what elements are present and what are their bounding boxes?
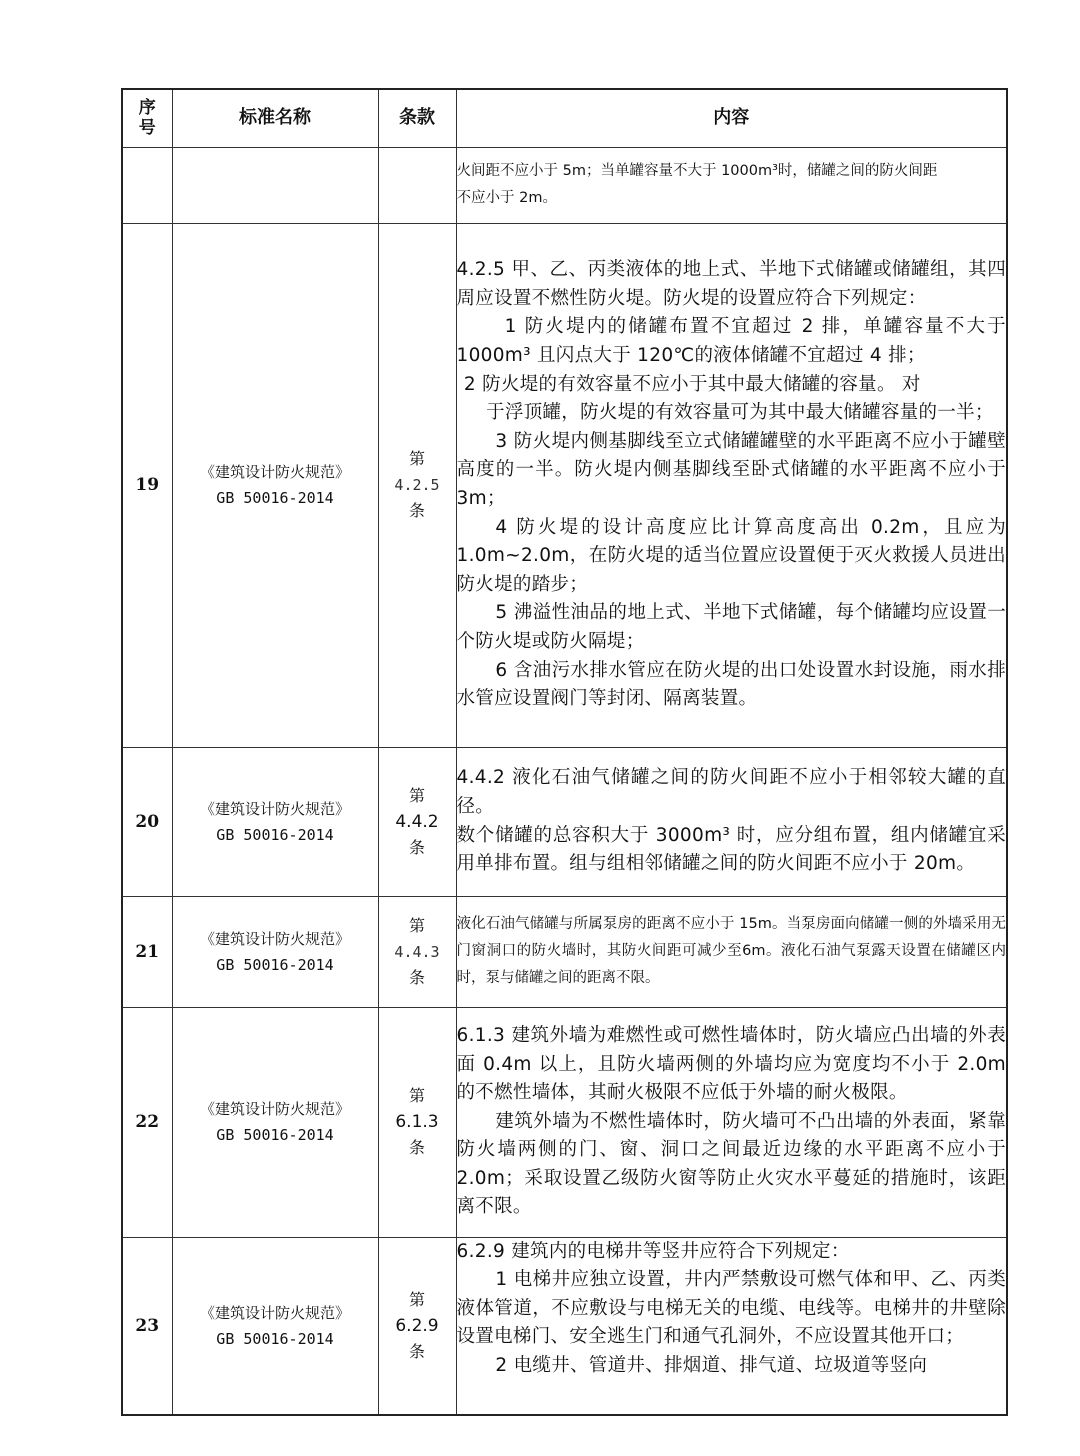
row-number: 20 — [122, 747, 172, 896]
content-paragraph: 4 防火堤的设计高度应比计算高度高出 0.2m，且应为 1.0m~2.0m，在防火堤的适当位置应设置便于灭火救援人员进出防火堤的踏步； — [456, 516, 1006, 595]
clause-suffix: 条 — [408, 1138, 425, 1157]
content-paragraph: 6.2.9 建筑内的电梯井等竖井应符合下列规定： — [456, 1240, 850, 1262]
standard-name-cell — [172, 1237, 378, 1415]
content-paragraph: 2 防火堤的有效容量不应小于其中最大储罐的容量。 对 — [463, 373, 921, 395]
header-name: 标准名称 — [172, 89, 378, 147]
content-paragraph: 4.2.5 甲、乙、丙类液体的地上式、半地下式储罐或储罐组，其四周应设置不燃性防火堤。防火堤的设置应符合下列规定： — [456, 259, 1006, 309]
standard-title: 《建筑设计防火规范》 — [199, 799, 350, 818]
standard-name-cell — [172, 1007, 378, 1237]
table-row — [122, 223, 1007, 747]
standard-title: 《建筑设计防火规范》 — [199, 929, 350, 948]
content-paragraph: 建筑外墙为不燃性墙体时，防火墙可不凸出墙的外表面，紧靠防火墙两侧的门、窗、洞口之间最近边缘的水平距离不应小于 2.0m；采取设置乙级防火窗等防止火灾水平蔓延的措施时，该距离不限。 — [456, 1110, 1006, 1218]
row-number: 21 — [122, 896, 172, 1007]
clause-number: 4.4.2 — [395, 811, 439, 832]
content-paragraph: 6.1.3 建筑外墙为难燃性或可燃性墙体时，防火墙应凸出墙的外表面 0.4m 以上，且防火墙两侧的外墙均应为宽度均不小于 2.0m 的不燃性墙体，其耐火极限不应低于外墙的耐火极限。 — [456, 1024, 1006, 1104]
content-paragraph: 火间距不应小于 5m；当单罐容量不大于 1000m³时，储罐之间的防火间距 — [456, 163, 938, 179]
content-paragraph: 6 含油污水排水管应在防火堤的出口处设置水封设施，雨水排水管应设置阀门等封闭、隔离装置。 — [456, 659, 1006, 710]
clause-cell — [378, 147, 456, 223]
row-number: 23 — [122, 1237, 172, 1415]
table-header-row — [122, 89, 1007, 147]
table-row — [122, 147, 1007, 223]
clause-cell — [378, 747, 456, 896]
table-row — [122, 1007, 1007, 1237]
clause-suffix: 条 — [408, 837, 425, 857]
content-paragraph: 2 电缆井、管道井、排烟道、排气道、垃圾道等竖向 — [495, 1354, 928, 1376]
header-clause: 条款 — [378, 89, 456, 147]
clause-prefix: 第 — [408, 1289, 425, 1309]
content-cell — [456, 1237, 1007, 1415]
content-paragraph: 4.4.2 液化石油气储罐之间的防火间距不应小于相邻较大罐的直径。 — [456, 767, 1006, 817]
standards-table — [121, 88, 1008, 1416]
standard-title: 《建筑设计防火规范》 — [199, 463, 350, 481]
row-number: 19 — [122, 223, 172, 747]
standard-code: GB 50016-2014 — [216, 489, 334, 507]
content-paragraph: 3 防火堤内侧基脚线至立式储罐罐壁的水平距离不应小于罐壁高度的一半。防火堤内侧基脚线至卧式储罐的水平距离不应小于 3m； — [456, 430, 1006, 509]
content-cell — [456, 896, 1007, 1007]
header-no: 序号 — [122, 89, 172, 147]
standard-code: GB 50016-2014 — [216, 1126, 334, 1144]
table-row — [122, 1237, 1007, 1415]
clause-suffix: 条 — [408, 967, 425, 987]
standard-name-cell — [172, 223, 378, 747]
clause-number: 4.4.3 — [394, 942, 440, 961]
standard-code: GB 50016-2014 — [216, 955, 334, 974]
content-cell — [456, 147, 1007, 223]
content-paragraph: 数个储罐的总容积大于 3000m³ 时，应分组布置，组内储罐宜采用单排布置。组与组相邻储罐之间的防火间距不应小于 20m。 — [456, 824, 1006, 875]
standard-code: GB 50016-2014 — [216, 825, 334, 844]
row-number — [122, 147, 172, 223]
clause-cell — [378, 896, 456, 1007]
standard-title: 《建筑设计防火规范》 — [199, 1303, 350, 1322]
standard-name-cell — [172, 747, 378, 896]
clause-prefix: 第 — [408, 449, 425, 468]
clause-suffix: 条 — [408, 501, 425, 520]
content-paragraph: 5 沸溢性油品的地上式、半地下式储罐，每个储罐均应设置一个防火堤或防火隔堤； — [456, 602, 1006, 652]
content-paragraph: 不应小于 2m。 — [456, 190, 557, 206]
standard-code: GB 50016-2014 — [216, 1329, 334, 1348]
content-cell — [456, 747, 1007, 896]
clause-prefix: 第 — [408, 1086, 425, 1105]
clause-cell — [378, 1237, 456, 1415]
content-paragraph: 于浮顶罐，防火堤的有效容量可为其中最大储罐容量的一半； — [486, 402, 994, 424]
header-content: 内容 — [456, 89, 1007, 147]
clause-cell — [378, 1007, 456, 1237]
content-paragraph: 液化石油气储罐与所属泵房的距离不应小于 15m。当泵房面向储罐一侧的外墙采用无门窗洞口的防火墙时，其防火间距可减少至6m。液化石油气泵露天设置在储罐区内时，泵与储罐之间的距离不限。 — [456, 916, 1006, 986]
content-cell — [456, 1007, 1007, 1237]
clause-number: 6.1.3 — [395, 1112, 439, 1132]
clause-cell — [378, 223, 456, 747]
standard-title: 《建筑设计防火规范》 — [199, 1100, 350, 1118]
content-paragraph: 1 电梯井应独立设置，井内严禁敷设可燃气体和甲、乙、丙类液体管道，不应敷设与电梯无关的电缆、电线等。电梯井的井壁除设置电梯门、安全逃生门和通气孔洞外，不应设置其他开口； — [456, 1269, 1006, 1348]
table-row — [122, 747, 1007, 896]
standard-name-cell — [172, 147, 378, 223]
clause-prefix: 第 — [408, 915, 425, 935]
clause-suffix: 条 — [408, 1341, 425, 1361]
table-row — [122, 896, 1007, 1007]
clause-number: 4.2.5 — [394, 476, 440, 494]
standard-name-cell — [172, 896, 378, 1007]
content-paragraph: 1 防火堤内的储罐布置不宜超过 2 排，单罐容量不大于 1000m³ 且闪点大于 120℃的液体储罐不宜超过 4 排； — [456, 316, 1006, 367]
content-cell — [456, 223, 1007, 747]
clause-number: 6.2.9 — [395, 1315, 439, 1336]
row-number: 22 — [122, 1007, 172, 1237]
clause-prefix: 第 — [408, 785, 425, 805]
